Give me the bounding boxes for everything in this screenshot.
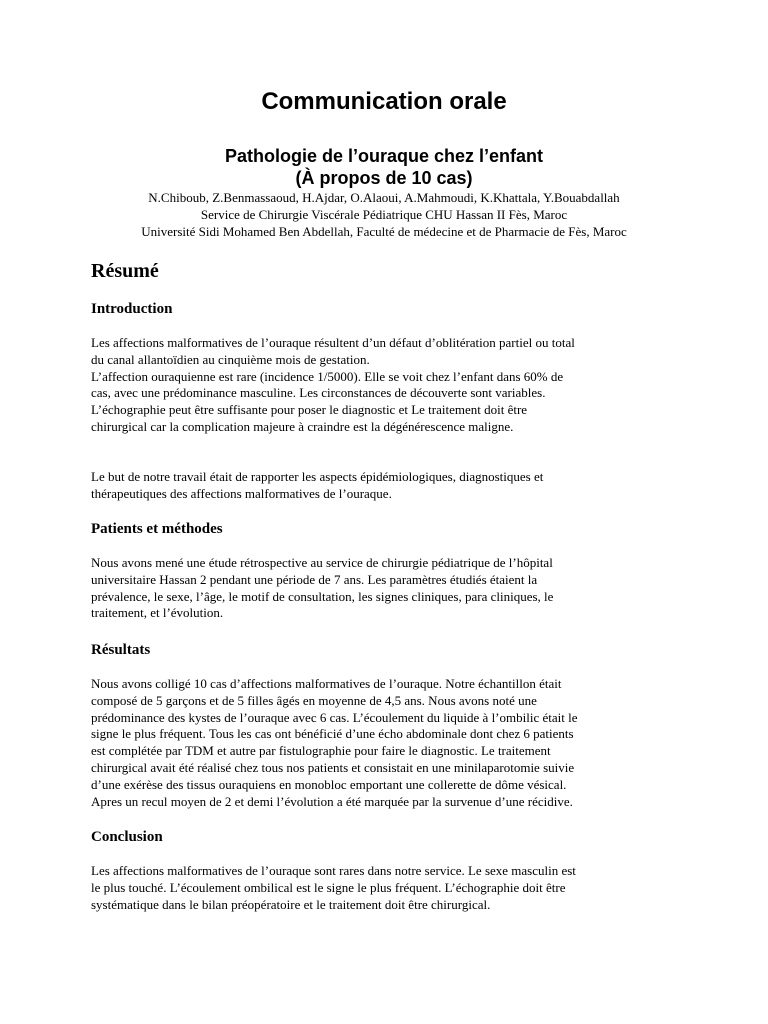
paragraph-line: prévalence, le sexe, l’âge, le motif de consultation, les signes cliniques, para cliniques, le [91, 588, 554, 604]
paragraph-line: Nous avons colligé 10 cas d’affections malformatives de l’ouraque. Notre échantillon était [91, 676, 562, 691]
paragraph-line: Les affections malformatives de l’ouraque sont rares dans notre service. Le sexe masculin est [91, 863, 576, 878]
subtitle-line-2: (À propos de 10 cas) [295, 168, 473, 188]
paragraph-line: universitaire Hassan 2 pendant une période de 7 ans. Les paramètres étudiés étaient la [91, 571, 538, 587]
paragraph-line: systématique dans le bilan préopératoire et le traitement doit être chirurgical. [91, 896, 491, 912]
paragraph-line: chirurgical car la complication majeure à craindre est la dégénérescence maligne. [91, 418, 514, 434]
page-title: Communication orale [261, 88, 507, 115]
introduction-paragraph-2 [91, 469, 691, 503]
subtitle-line-1: Pathologie de l’ouraque chez l’enfant [224, 146, 544, 166]
paragraph-line: Le but de notre travail était de rapporter les aspects épidémiologiques, diagnostiques et [91, 469, 544, 484]
results-paragraph [91, 676, 691, 810]
authors-line: N.Chiboub, Z.Benmassaoud, H.Ajdar, O.Alaoui, A.Mahmoudi, K.Khattala, Y.Bouabdallah [148, 190, 620, 205]
results-heading: Résultats [91, 642, 151, 658]
paragraph-line: Nous avons mené une étude rétrospective au service de chirurgie pédiatrique de l’hôpital [91, 555, 553, 570]
paragraph-line: L’échographie peut être suffisante pour poser le diagnostic et Le traitement doit être [91, 402, 528, 418]
paragraph-line: le plus touché. L’écoulement ombilical est le signe le plus fréquent. L’échographie doit être [91, 879, 566, 895]
resume-heading: Résumé [91, 260, 159, 282]
paragraph-line: signe le plus fréquent. Tous les cas ont bénéficié d’une écho abdominale dont chez 6 patients [91, 726, 574, 742]
paragraph-line: du canal allantoïdien au cinquième mois de gestation. [91, 351, 370, 367]
introduction-heading: Introduction [91, 301, 173, 317]
paragraph-line: prédominance des kystes de l’ouraque avec 6 cas. L’écoulement du liquide à l’ombilic était le [91, 709, 578, 725]
patients-methods-heading: Patients et méthodes [91, 521, 223, 537]
paragraph-line: L’affection ouraquienne est rare (incidence 1/5000). Elle se voit chez l’enfant dans 60% de [91, 368, 564, 384]
paragraph-line: chirurgical avait été réalisé chez tous nos patients et consistait en une minilaparotomie suivie [91, 759, 575, 775]
conclusion-heading: Conclusion [91, 829, 163, 845]
paragraph-line: traitement, et l’évolution. [91, 605, 224, 621]
paragraph-line: est complétée par TDM et autre par fistulographie pour faire le diagnostic. Le traitement [91, 743, 551, 759]
patients-methods-paragraph [91, 555, 691, 622]
paragraph-line: d’une exérèse des tissus ouraquiens en monobloc emportant une collerette de dôme vésical. [91, 776, 567, 792]
affiliation-service: Service de Chirurgie Viscérale Pédiatrique CHU Hassan II Fès, Maroc [200, 207, 568, 222]
conclusion-paragraph [91, 863, 691, 913]
paragraph-line: composé de 5 garçons et de 5 filles âgés en moyenne de 4,5 ans. Nous avons noté une [91, 692, 537, 708]
introduction-paragraph-1 [91, 335, 691, 436]
paragraph-line: thérapeutiques des affections malformatives de l’ouraque. [91, 485, 392, 501]
affiliation-university: Université Sidi Mohamed Ben Abdellah, Faculté de médecine et de Pharmacie de Fès, Maroc [141, 224, 627, 239]
paragraph-line: Les affections malformatives de l’ouraque résultent d’un défaut d’oblitération partiel ou total [91, 335, 575, 350]
paragraph-line: Apres un recul moyen de 2 et demi l’évolution a été marquée par la survenue d’une récidive. [91, 793, 573, 809]
paragraph-line: cas, avec une prédominance masculine. Les circonstances de découverte sont variables. [91, 385, 546, 401]
